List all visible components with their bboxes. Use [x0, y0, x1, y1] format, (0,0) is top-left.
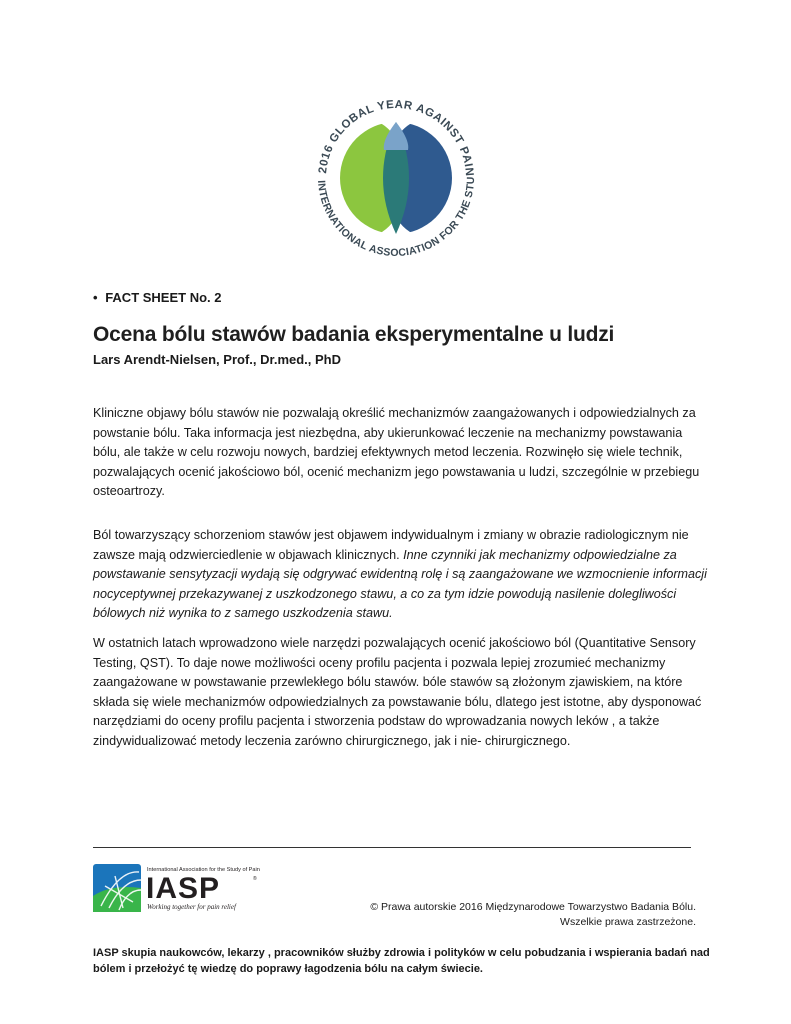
iasp-small-header: International Association for the Study of Pain: [147, 867, 260, 873]
author-line: Lars Arendt-Nielsen, Prof., Dr.med., PhD: [93, 352, 342, 367]
page-title: Ocena bólu stawów badania eksperymentalne u ludzi: [93, 323, 615, 346]
fact-sheet-label: [93, 290, 221, 305]
paragraph-2: [93, 526, 708, 624]
logo-ring-text-top: 2016 GLOBAL YEAR AGAINST PAIN: [317, 98, 476, 178]
global-year-logo-graphic: [298, 80, 494, 276]
iasp-registered-mark: ®: [253, 876, 257, 882]
divider: [93, 847, 691, 848]
iasp-tagline: Working together for pain relief: [147, 903, 236, 911]
copyright-line-1: © Prawa autorskie 2016 Międzynarodowe Towarzystwo Badania Bólu.: [370, 901, 696, 913]
copyright-notice: [296, 900, 696, 930]
global-year-logo: [298, 80, 494, 276]
paragraph-3: W ostatnich latach wprowadzono wiele narzędzi pozwalających ocenić jakościowo ból (Quantitative Sensory Testing, QST). To daje nowe możliwości oceny profilu pacjenta i pozwala lepiej zrozumieć mechanizmy zaangażowane w powstawanie przewlekłego bólu stawów. bóle stawów są złożonym zjawiskiem, na które składa się wiele mechanizmów odpowiedzialnych za powstawanie bólu, dlatego jest istotne, aby dysponować narzędziami do oceny profilu pacjenta i stworzenia podstaw do wprowadzania nowych leków , a także zindywidualizować metody leczenia zarówno chirurgicznego, jak i nie- chirurgicznego.: [93, 636, 702, 748]
bullet-icon: •: [93, 290, 98, 305]
iasp-logo: [93, 862, 273, 914]
logo-ring-text-bottom: INTERNATIONAL ASSOCIATION FOR THE STU: [315, 176, 478, 260]
iasp-wordmark: IASP: [146, 872, 221, 905]
fact-sheet-label-text: FACT SHEET No. 2: [105, 290, 222, 305]
paragraph-2-normal: Ból towarzyszący schorzeniom stawów jest objawem indywidualnym i zmiany w obrazie radiologicznym nie zawsze mają odzwierciedlenie w objawach klinicznych.: [93, 528, 689, 562]
iasp-logo-graphic: [93, 862, 273, 914]
footer-mission-statement: IASP skupia naukowców, lekarzy , pracowników służby zdrowia i polityków w celu pobudzania i wspierania badań nad bólem i przełożyć tę wiedzę do poprawy łagodzenia bólu na całym świecie.: [93, 947, 710, 975]
paragraph-1: Kliniczne objawy bólu stawów nie pozwalają określić mechanizmów zaangażowanych i odpowiedzialnych za powstanie bólu. Taka informacja jest niezbędna, aby ukierunkować leczenie na mechanizmy powstawania bólu, ale także w celu rozwoju nowych, bardziej efektywnych metod leczenia. Rozwinęło się wiele technik, pozwalających ocenić jakościowo ból, ocenić mechanizm jego powstawania u ludzi, szczególnie w przebiegu osteoartrozy.: [93, 406, 700, 498]
paragraph-2-italic: Inne czynniki jak mechanizmy odpowiedzialne za powstawanie sensytyzacji wydają się odgrywać ewidentną rolę i są zaangażowane we wzmocnienie informacji nocyceptywnej przekazywanej z uszkodzonego stawu, a co za tym idzie powodują nasilenie dolegliwości bólowych niż wynika to z samego uszkodzenia stawu.: [93, 547, 707, 620]
copyright-line-2: Wszelkie prawa zastrzeżone.: [560, 916, 696, 928]
